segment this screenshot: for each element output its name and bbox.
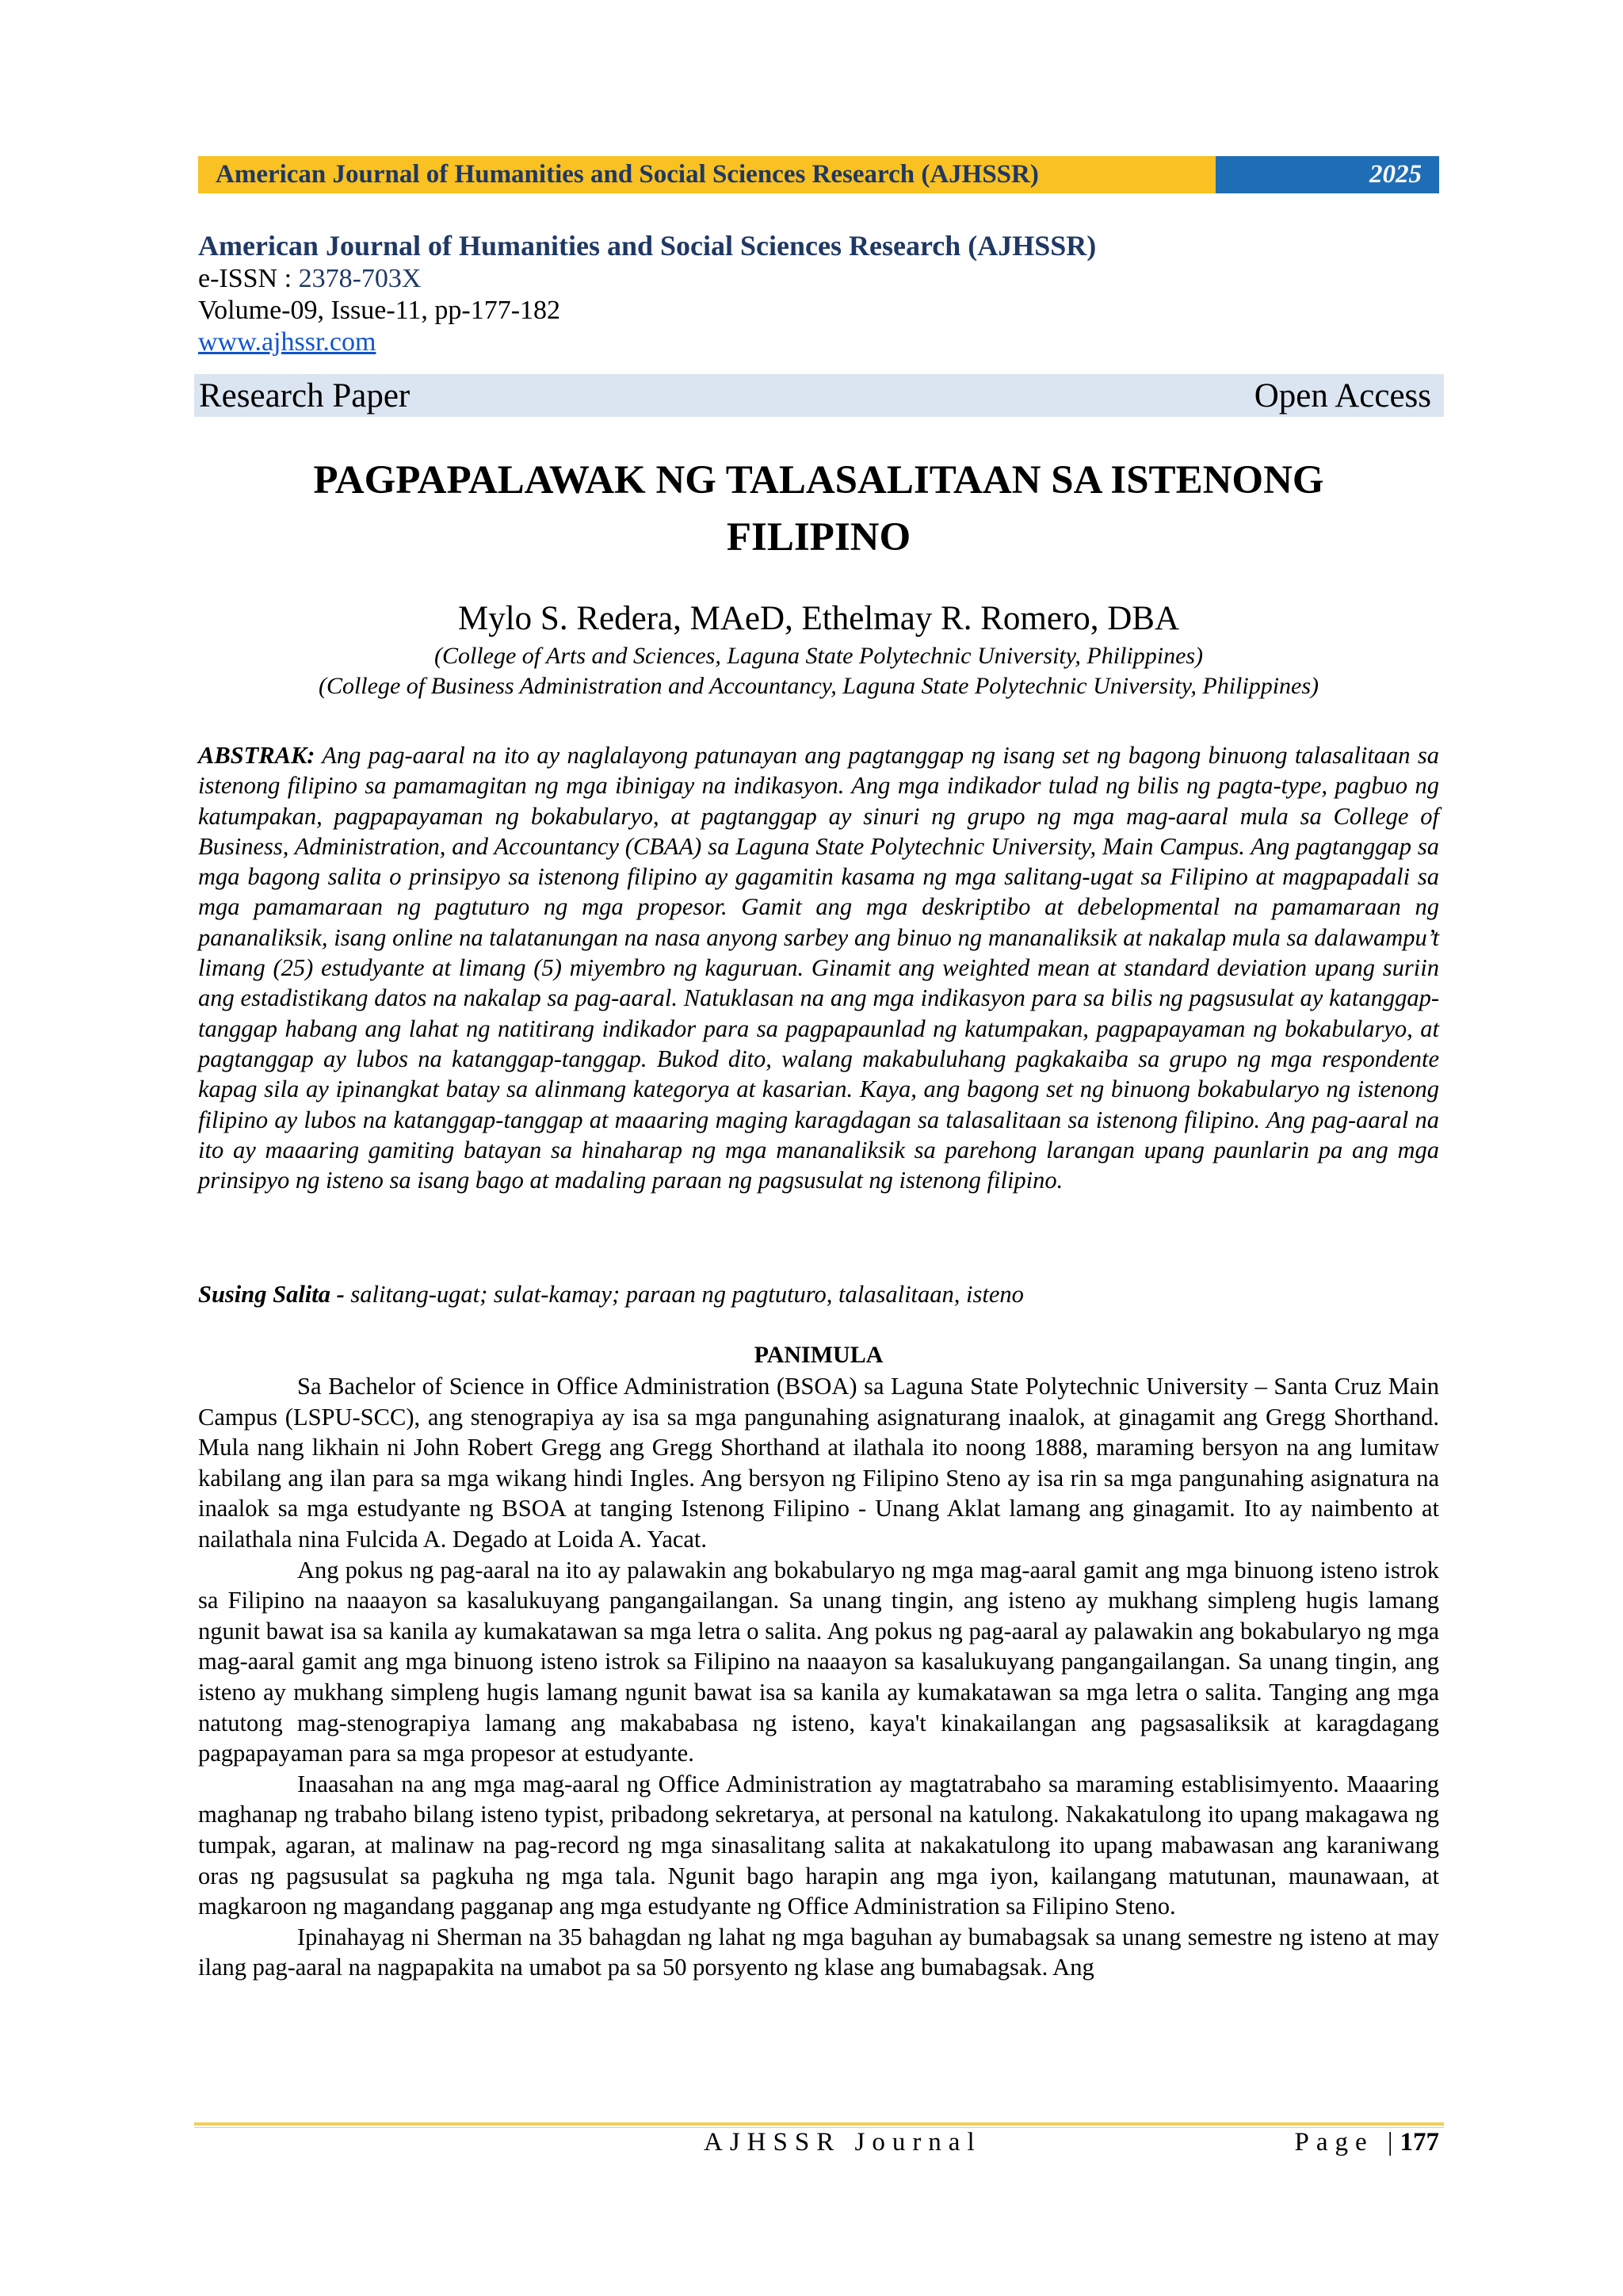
- issn-label: e-ISSN :: [198, 264, 299, 293]
- affiliation-2: (College of Business Administration and Accountancy, Laguna State Polytechnic University, Philippines): [318, 673, 1319, 699]
- abstract-label: ABSTRAK:: [198, 742, 315, 769]
- footer-page: [1294, 2128, 1439, 2157]
- keywords-separator: -: [330, 1281, 351, 1308]
- banner-journal-cell: [198, 156, 1216, 193]
- paper-title: [198, 452, 1439, 566]
- page-label: Page |: [1294, 2128, 1400, 2157]
- journal-banner: [198, 156, 1439, 193]
- banner-year: 2025: [1369, 160, 1422, 189]
- authors: Mylo S. Redera, MAeD, Ethelmay R. Romero, DBA: [457, 600, 1180, 637]
- website-line: [198, 327, 1442, 358]
- banner-journal-title: American Journal of Humanities and Social Sciences Research (AJHSSR): [216, 160, 1039, 189]
- banner-year-cell: [1216, 156, 1439, 193]
- keywords: [198, 1279, 1439, 1309]
- open-access-label: Open Access: [1254, 376, 1431, 415]
- page-number: 177: [1400, 2128, 1439, 2157]
- issn-line: [198, 263, 1442, 295]
- abstract-text: Ang pag-aaral na ito ay naglalayong patunayan ang pagtanggap ng isang set ng bagong binuong talasalitaan sa istenong filipino sa pamamagitan ng mga ibinigay na indikasyon. Ang mga indikador tulad ng bilis ng pagta-type, pagbuo ng katumpakan, pagpapayaman ng bokabularyo, at pagtanggap ay sinuri ng grupo ng mga mag-aaral mula sa College of Business, Administration, and Accountancy (CBAA) sa Laguna State Polytechnic University, Main Campus. Ang pagtanggap sa mga bagong salita o prinsipyo sa istenong filipino ay gagamitin kasama ng mga salitang-ugat sa Filipino at magpapadali sa mga pamamaraan ng pagtuturo ng mga propesor. Gamit ang mga deskriptibo at debelopmental na pamamaraan ng pananaliksik, isang online na talatanungan na nasa anyong sarbey ang binuo ng mananaliksik at nakalap mula sa dalawampu’t limang (25) estudyante at limang (5) miyembro ng kaguruan. Ginamit ang weighted mean at standard deviation upang suriin ang estadistikang datos na nakalap sa pag-aaral. Natuklasan na ang mga indikasyon para sa bilis ng pagsusulat ay katanggap-tanggap habang ang lahat ng natitirang indikador para sa pagpapaunlad ng katumpakan, pagpapayaman ng bokabularyo, at pagtanggap ay lubos na katanggap-tanggap. Bukod dito, walang makabuluhang pagkakaiba sa grupo ng mga respondente kapag sila ay ipinangkat batay sa alinmang kategorya at kasarian. Kaya, ang bagong set ng binuong bokabularyo ng istenong filipino ay lubos na katanggap-tanggap at maaaring maging karagdagan sa talasalitaan sa istenong filipino. Ang pag-aaral na ito ay maaaring gamiting batayan sa hinaharap ng mga mananaliksik sa parehong larangan upang paunlarin pa ang mga prinsipyo ng isteno sa isang bago at madaling paraan ng pagsusulat ng istenong filipino.: [198, 742, 1439, 1194]
- keywords-label: Susing Salita: [198, 1281, 330, 1308]
- title-line-1: PAGPAPALAWAK NG TALASALITAAN SA ISTENONG: [313, 458, 1324, 502]
- affiliation-1: (College of Arts and Sciences, Laguna State Polytechnic University, Philippines): [433, 643, 1204, 669]
- keywords-text: salitang-ugat; sulat-kamay; paraan ng pagtuturo, talasalitaan, isteno: [350, 1281, 1024, 1308]
- website-link[interactable]: www.ajhssr.com: [198, 327, 376, 357]
- journal-name: American Journal of Humanities and Social Sciences Research (AJHSSR): [198, 230, 1097, 262]
- paragraph: Sa Bachelor of Science in Office Administration (BSOA) sa Laguna State Polytechnic University – Santa Cruz Main Campus (LSPU-SCC), ang stenograpiya ay isa sa mga pangunahing asignaturang inaalok, at ginagamit ang Gregg Shorthand. Mula nang likhain ni John Robert Gregg ang Gregg Shorthand at ilathala ito noong 1888, maraming bersyon na ang lumitaw kabilang ang ilan para sa mga wikang hindi Ingles. Ang bersyon ng Filipino Steno ay isa rin sa mga pangunahing asignatura na inaalok sa mga estudyante ng BSOA at tanging Istenong Filipino - Unang Aklat lamang ang ginagamit. Ito ay naimbento at nailathala nina Fulcida A. Degado at Loida A. Yacat.: [198, 1373, 1439, 1553]
- paper-type: Research Paper: [199, 376, 411, 415]
- footer-rule: [194, 2122, 1444, 2126]
- publication-meta: [198, 228, 1442, 358]
- paragraph: Ang pokus ng pag-aaral na ito ay palawakin ang bokabularyo ng mga mag-aaral gamit ang mga binuong isteno istrok sa Filipino na naaayon sa kasalukuyang pangangailangan. Sa unang tingin, ang isteno ay mukhang simpleng hugis lamang ngunit bawat isa sa kanila ay kumakatawan sa mga letra o salita. Ang pokus ng pag-aaral ay palawakin ang bokabularyo ng mga mag-aaral gamit ang mga binuong isteno istrok sa Filipino na naaayon sa kasalukuyang pangangailangan. Sa unang tingin, ang isteno ay mukhang simpleng hugis lamang ngunit bawat isa sa kanila ay kumakatawan sa mga letra o salita. Tanging ang mga natutong mag-stenograpiya lamang ang makababasa ng isteno, kaya't kinakailangan ang pagsasaliksik at karagdagang pagpapayaman para sa mga propesor at estudyante.: [198, 1556, 1439, 1767]
- volume-line: Volume-09, Issue-11, pp-177-182: [198, 296, 561, 325]
- title-line-2: FILIPINO: [726, 515, 911, 560]
- footer-journal: AJHSSR Journal: [704, 2128, 982, 2157]
- issn-value: 2378-703X: [298, 264, 422, 293]
- paper-type-bar: [194, 374, 1444, 417]
- paragraph: Inaasahan na ang mga mag-aaral ng Office Administration ay magtatrabaho sa maraming establisimyento. Maaaring maghanap ng trabaho bilang isteno typist, pribadong sekretarya, at personal na katulong. Nakakatulong ito upang makagawa ng tumpak, agaran, at malinaw na pag-record ng mga sinasalitang salita at nakakatulong ito upang mabawasan ang karaniwang oras ng pagsusulat sa pagkuha ng mga tala. Ngunit bago harapin ang mga iyon, kailangang matutunan, maunawaan, at magkaroon ng magandang pagganap ang mga estudyante ng Office Administration sa Filipino Steno.: [198, 1770, 1439, 1920]
- body-text: [198, 1371, 1439, 1983]
- section-heading: PANIMULA: [754, 1342, 884, 1368]
- paragraph: Ipinahayag ni Sherman na 35 bahagdan ng lahat ng mga baguhan ay bumabagsak sa unang semestre ng isteno at may ilang pag-aaral na nagpapakita na umabot pa sa 50 porsyento ng klase ang bumabagsak. Ang: [198, 1923, 1439, 1981]
- abstract: [198, 740, 1439, 1195]
